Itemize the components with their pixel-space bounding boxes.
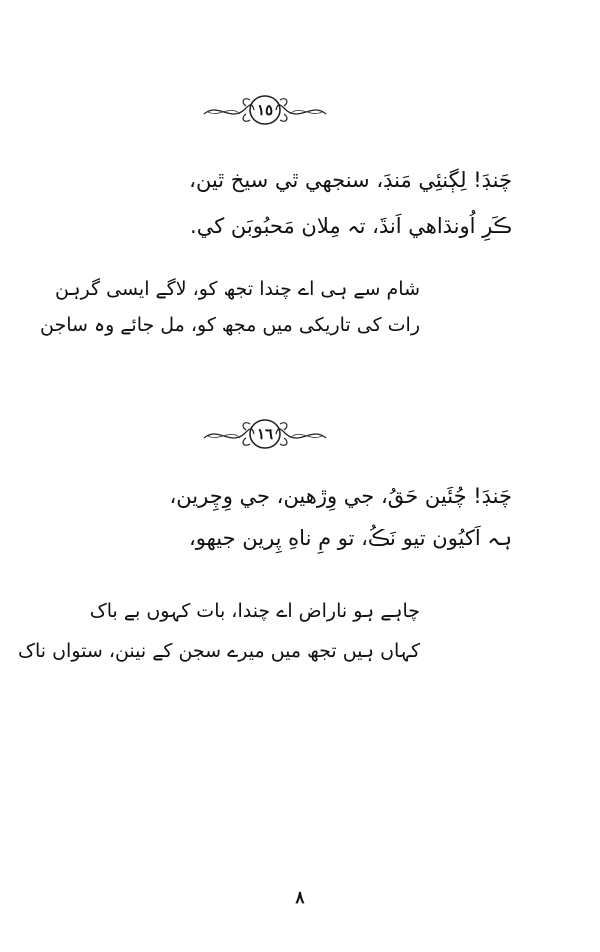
section-ornament-16 xyxy=(200,416,330,452)
sindhi-verse-line: چَنڊَ! چُئَين حَقُ، جي وِڙهين، جي وِچِرين، xyxy=(169,484,512,508)
sindhi-verse-line: ہہ اَکيُون تيو نَڪُ، تو مِ ناهِ پِرين جيهو، xyxy=(188,526,512,550)
urdu-verse-line: کہاں ہیں تجھ میں میرے سجن کے نینن، ستواں ناک xyxy=(17,640,420,662)
section-number: ١٦ xyxy=(256,425,274,443)
urdu-verse-line: رات کی تاریکی میں مجھ کو، مل جائے وہ ساجن xyxy=(39,314,420,336)
page-number: ٨ xyxy=(295,888,305,908)
urdu-verse-line: شام سے ہی اے چندا تجھ کو، لاگے ایسی گرہن xyxy=(54,278,420,300)
section-ornament-15 xyxy=(200,92,330,128)
section-number: ١٥ xyxy=(256,101,274,119)
sindhi-verse-line: ڪَرِ اُونڌاهي اَنڌَ، تہ مِلان مَحبُوبَن کي. xyxy=(190,214,512,238)
sindhi-verse-line: چَنڊَ! لِڳنئِي مَنڊَ، سنجهي ٿي سيخ ٿين، xyxy=(189,168,512,192)
urdu-verse-line: چاہے ہو ناراض اے چندا، بات کہوں بے باک xyxy=(89,600,420,622)
